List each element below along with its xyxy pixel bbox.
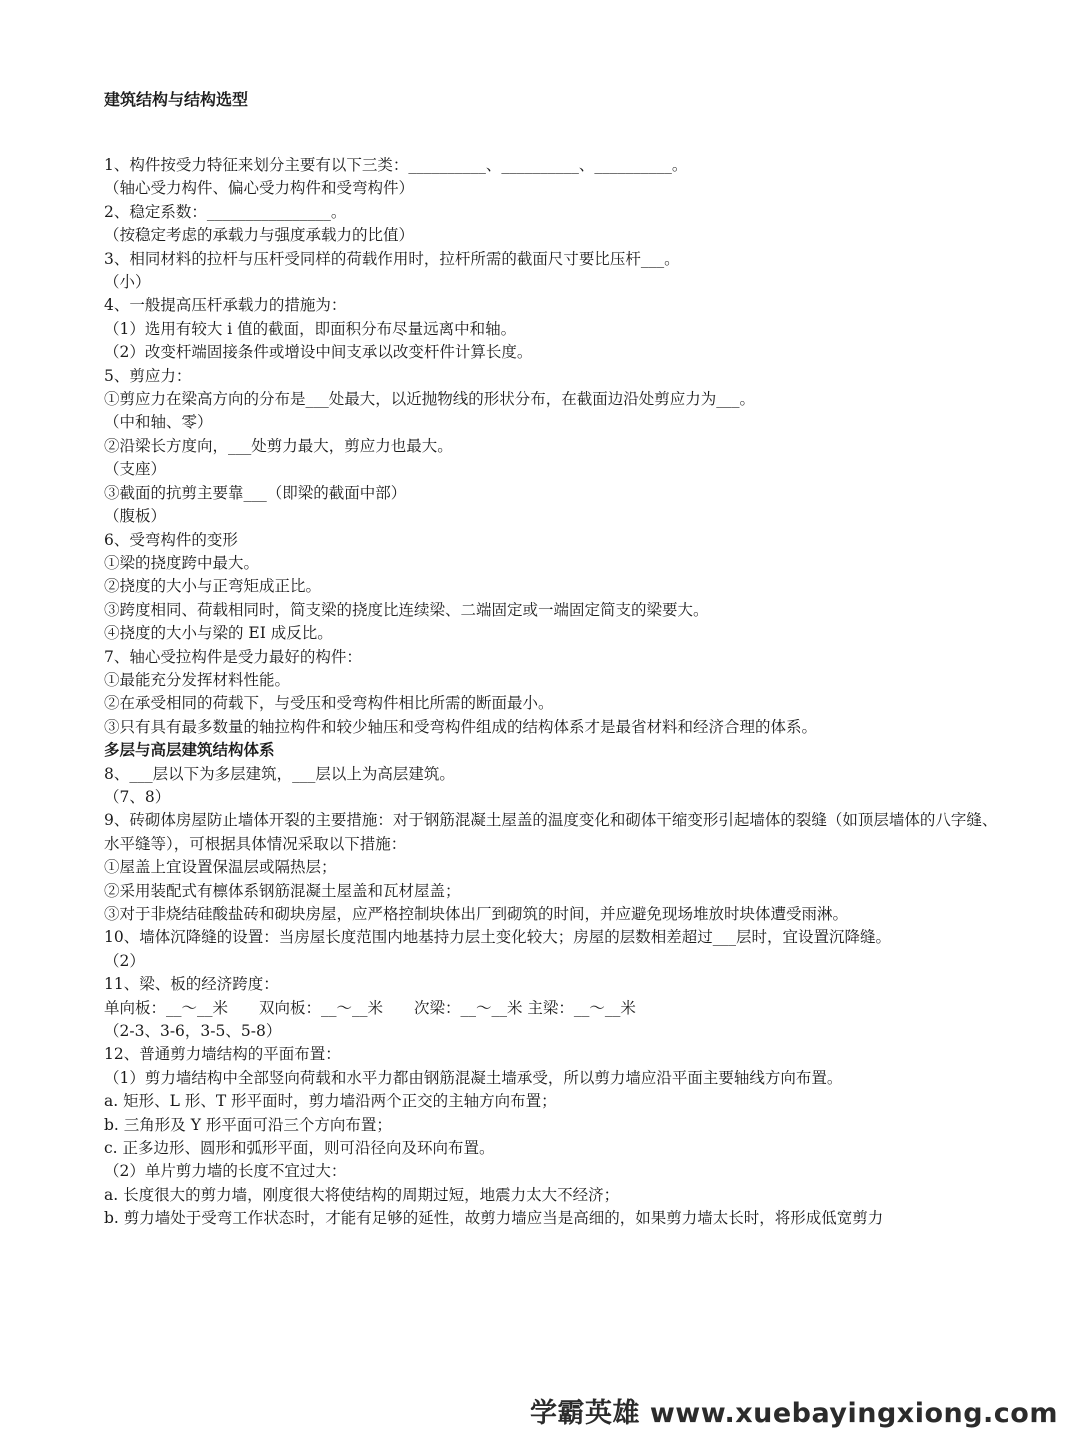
- text-line: （1）选用有较大 i 值的截面，即面积分布尽量远离中和轴。: [104, 319, 517, 338]
- text-line: （2）单片剪力墙的长度不宜过大：: [104, 1162, 347, 1181]
- text-line: （7、8）: [104, 787, 171, 806]
- text-line: ①梁的挠度跨中最大。: [104, 553, 260, 572]
- text-line: ②采用装配式有檩体系钢筋混凝土屋盖和瓦材屋盖；: [104, 881, 461, 900]
- text-line: 7、轴心受拉构件是受力最好的构件：: [104, 647, 362, 666]
- text-line: （中和轴、零）: [104, 413, 213, 432]
- text-line: a. 长度很大的剪力墙，刚度很大将使结构的周期过短，地震力太大不经济；: [104, 1185, 620, 1204]
- text-line: 6、受弯构件的变形: [104, 530, 238, 549]
- text-line: ②沿梁长方度向，___处剪力最大，剪应力也最大。: [104, 436, 453, 455]
- text-line: 单向板：__～__米 双向板：__～__米 次梁：__～__米 主梁：__～__米: [104, 998, 636, 1017]
- text-line: 2、稳定系数：________________。: [104, 202, 347, 221]
- text-line: 8、___层以下为多层建筑，___层以上为高层建筑。: [104, 764, 455, 783]
- text-line: （轴心受力构件、偏心受力构件和受弯构件）: [104, 179, 415, 198]
- text-line: ①屋盖上宜设置保温层或隔热层；: [104, 858, 337, 877]
- text-line: （小）: [104, 273, 151, 292]
- text-line: ④挠度的大小与梁的 EI 成反比。: [104, 624, 333, 643]
- text-line: c. 正多边形、圆形和弧形平面，则可沿径向及环向布置。: [104, 1139, 495, 1158]
- text-line: ③跨度相同、荷载相同时，简支梁的挠度比连续梁、二端固定或一端固定简支的梁要大。: [104, 600, 709, 619]
- section-heading: 多层与高层建筑结构体系: [104, 741, 275, 760]
- text-line: ③对于非烧结硅酸盐砖和砌块房屋，应严格控制块体出厂到砌筑的时间，并应避免现场堆放时块体遭受雨淋。: [104, 905, 849, 923]
- section-1: [104, 154, 1004, 739]
- text-line: ②挠度的大小与正弯矩成正比。: [104, 577, 322, 596]
- text-line: b. 剪力墙处于受弯工作状态时，才能有足够的延性，故剪力墙应当是高细的，如果剪力墙太长时，将形成低宽剪力: [104, 1209, 884, 1228]
- text-line: ①剪应力在梁高方向的分布是___处最大，以近抛物线的形状分布，在截面边沿处剪应力为___。: [104, 390, 756, 409]
- text-line: 1、构件按受力特征来划分主要有以下三类：__________、__________、__________。: [104, 156, 688, 174]
- text-line: （2）: [104, 951, 145, 970]
- paragraph-9: 9、砖砌体房屋防止墙体开裂的主要措施：对于钢筋混凝土屋盖的温度变化和砌体干缩变形引起墙体的裂缝（如顶层墙体的八字缝、水平缝等），可根据具体情况采取以下措施：: [104, 811, 998, 853]
- text-line: ③只有具有最多数量的轴拉构件和较少轴压和受弯构件组成的结构体系才是最省材料和经济合理的体系。: [104, 717, 818, 736]
- text-line: 3、相同材料的拉杆与压杆受同样的荷载作用时，拉杆所需的截面尺寸要比压杆___。: [104, 249, 680, 268]
- document-page: [104, 88, 1004, 1231]
- section-2: [104, 763, 1004, 1231]
- watermark: 学霸英雄 www.xuebayingxiong.com: [529, 1398, 1058, 1429]
- text-line: （按稳定考虑的承载力与强度承载力的比值）: [104, 226, 415, 245]
- text-line: （支座）: [104, 460, 167, 479]
- document-title: 建筑结构与结构选型: [104, 90, 249, 109]
- text-line: 4、一般提高压杆承载力的措施为：: [104, 296, 347, 315]
- text-line: （1）剪力墙结构中全部竖向荷载和水平力都由钢筋混凝土墙承受，所以剪力墙应沿平面主要轴线方向布置。: [104, 1068, 843, 1087]
- text-line: b. 三角形及 Y 形平面可沿三个方向布置；: [104, 1115, 392, 1134]
- text-line: ③截面的抗剪主要靠___（即梁的截面中部）: [104, 483, 407, 502]
- text-line: ②在承受相同的荷载下，与受压和受弯构件相比所需的断面最小。: [104, 694, 554, 713]
- text-line: 5、剪应力：: [104, 366, 192, 385]
- text-line: （腹板）: [104, 507, 167, 526]
- text-line: （2）改变杆端固接条件或增设中间支承以改变杆件计算长度。: [104, 343, 533, 362]
- text-line: a. 矩形、L 形、T 形平面时，剪力墙沿两个正交的主轴方向布置；: [104, 1092, 557, 1111]
- text-line: 12、普通剪力墙结构的平面布置：: [104, 1045, 341, 1064]
- text-line: 11、梁、板的经济跨度：: [104, 975, 279, 994]
- text-line: （2-3、3-6，3-5、5-8）: [104, 1022, 282, 1041]
- text-line: ①最能充分发挥材料性能。: [104, 670, 291, 689]
- text-line: 10、墙体沉降缝的设置：当房屋长度范围内地基持力层土变化较大；房屋的层数相差超过___层时，宜设置沉降缝。: [104, 928, 891, 947]
